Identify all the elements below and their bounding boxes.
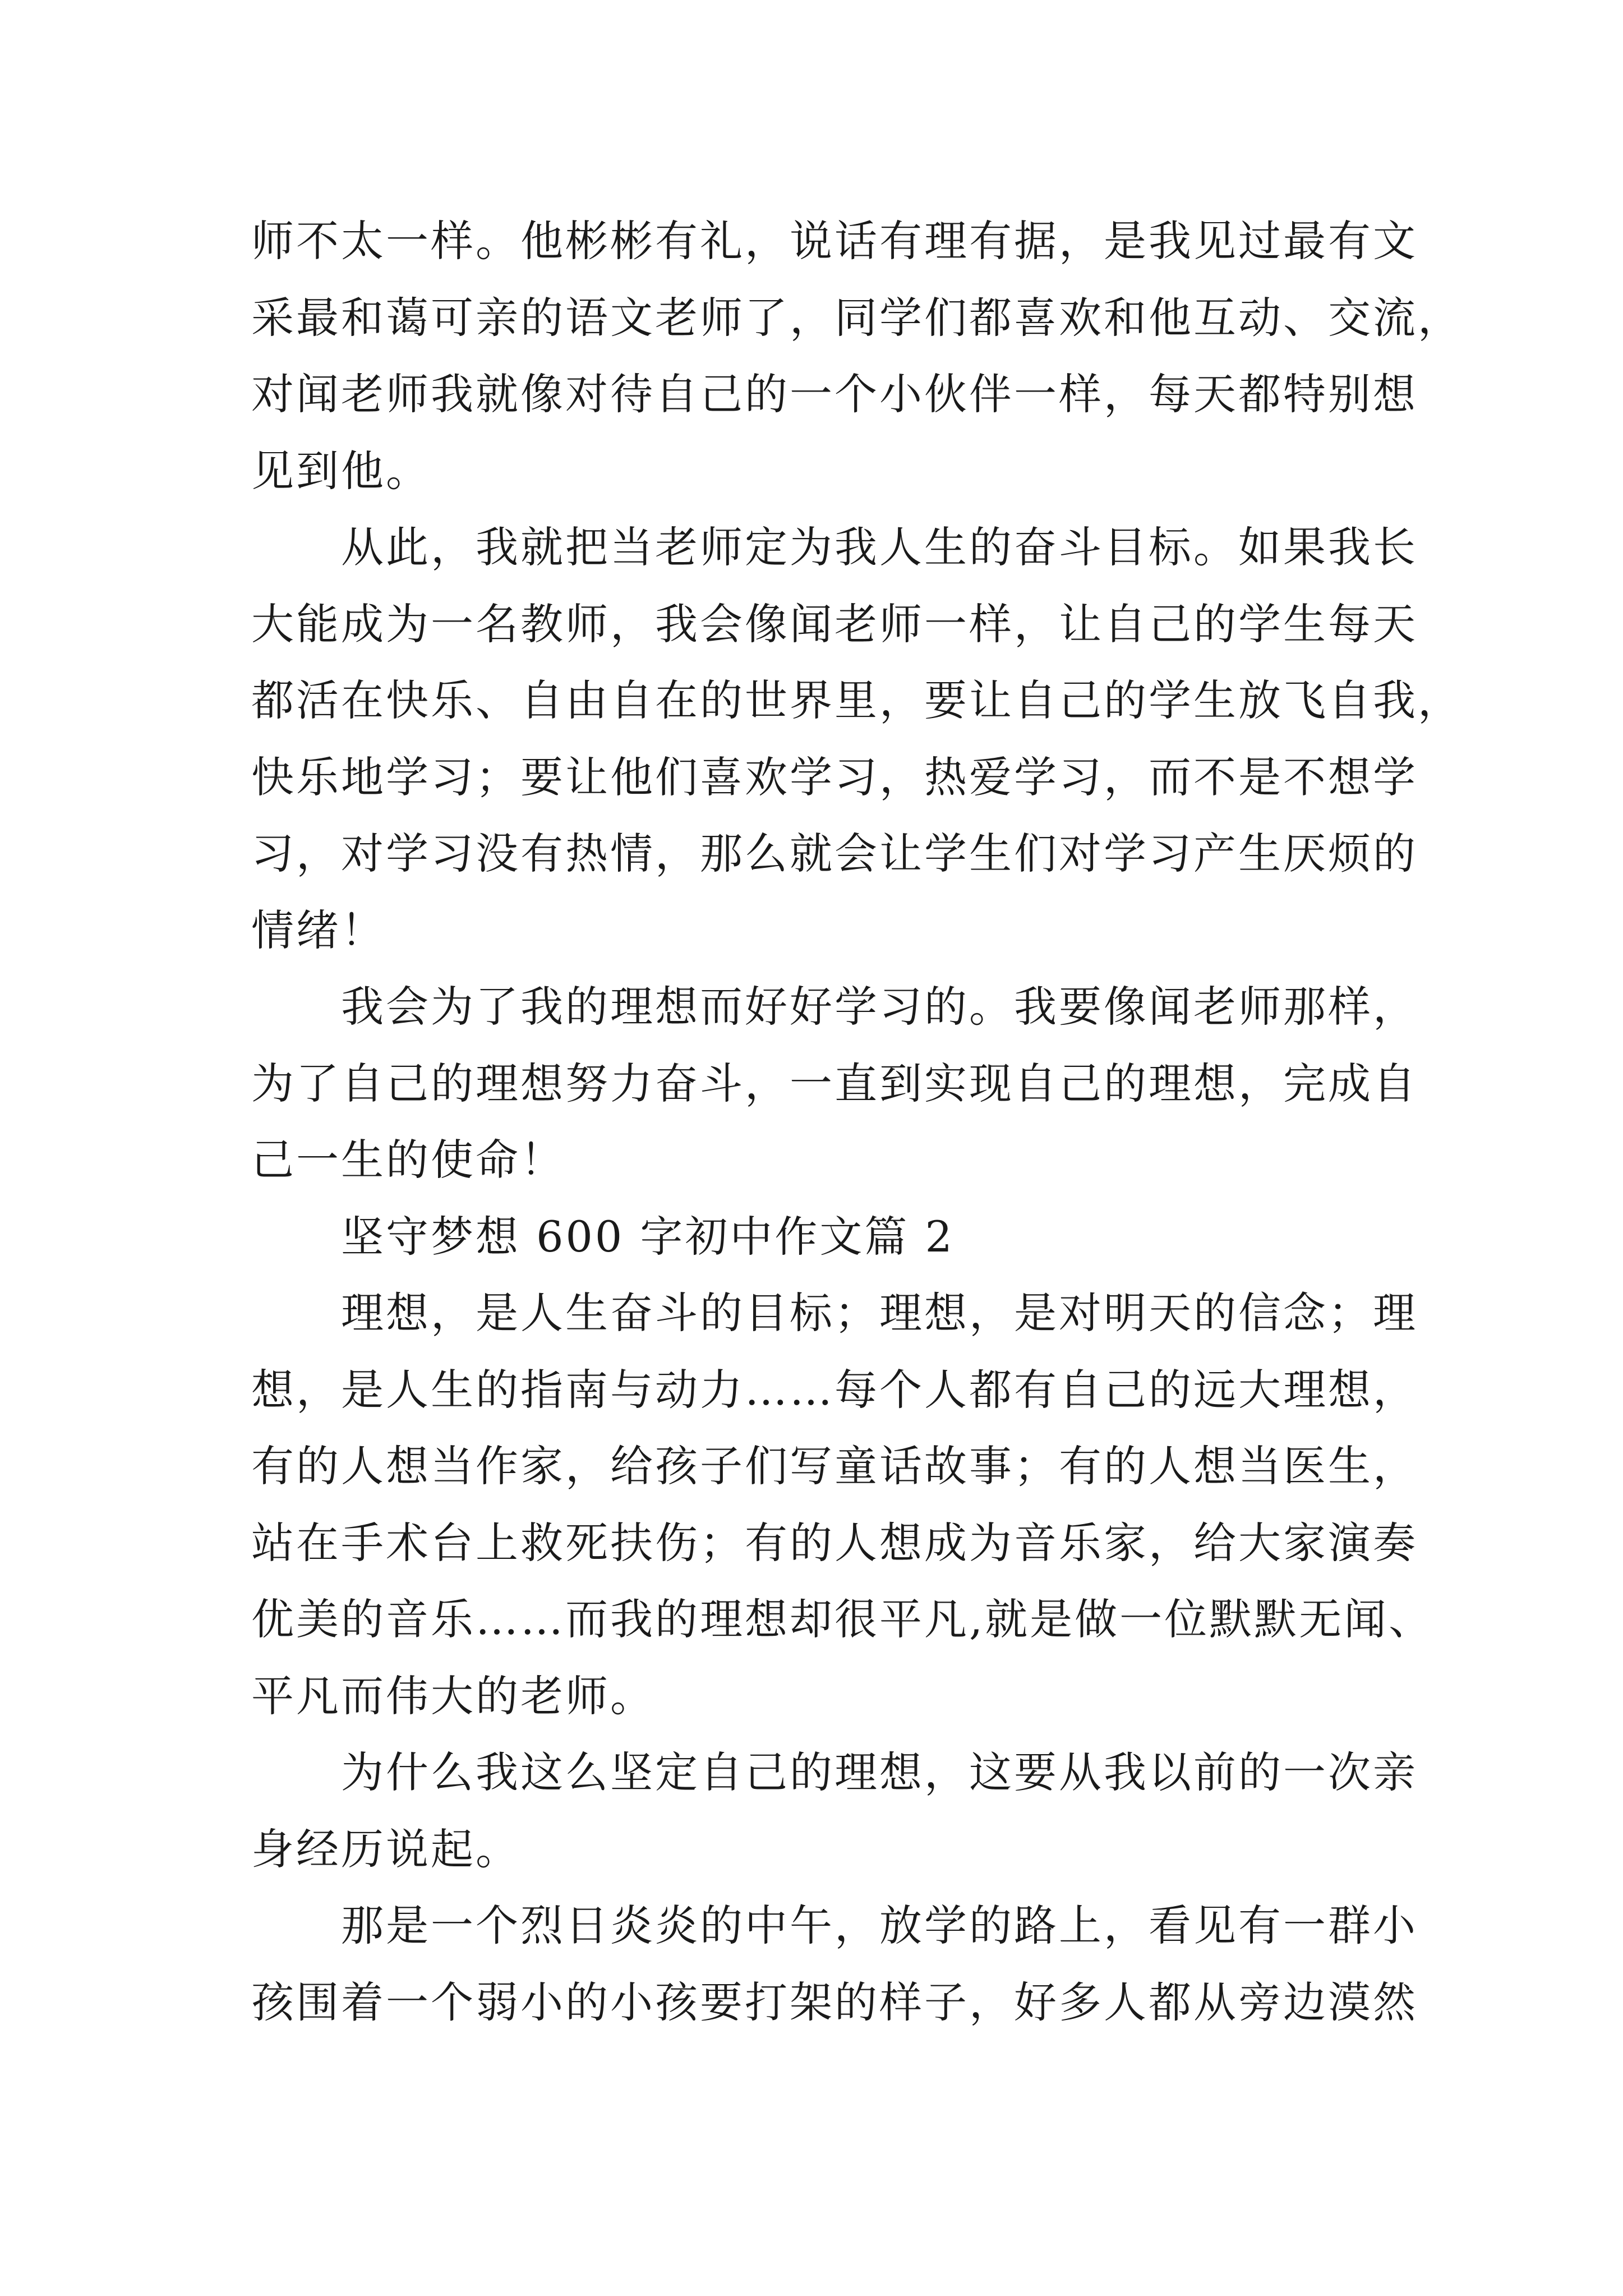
text-line: 情绪！ [251,905,386,955]
text-line: 大能成为一名教师，我会像闻老师一样，让自己的学生每天 [251,599,1418,649]
paragraph-start-line: 那是一个烈日炎炎的中午，放学的路上，看见有一群小 [341,1901,1418,1950]
text-line: 想，是人生的指南与动力……每个人都有自己的远大理想， [251,1364,1418,1415]
text-line: 师不太一样。他彬彬有礼，说话有理有据，是我见过最有文 [251,216,1418,266]
text-line: 都活在快乐、自由自在的世界里，要让自己的学生放飞自我， [251,675,1463,725]
text-line: 平凡而伟大的老师。 [251,1671,655,1721]
text-line: 对闻老师我就像对待自己的一个小伙伴一样，每天都特别想 [251,369,1418,419]
text-line: 快乐地学习；要让他们喜欢学习，热爱学习，而不是不想学 [251,752,1418,802]
text-line: 己一生的使命！ [251,1135,565,1185]
text-line: 有的人想当作家，给孩子们写童话故事；有的人想当医生， [251,1441,1418,1491]
text-line: 优美的音乐……而我的理想却很平凡,就是做一位默默无闻、 [251,1594,1434,1644]
document-body [251,203,1463,2041]
text-line: 见到他。 [251,445,431,496]
section-heading: 坚守梦想 600 字初中作文篇 2 [341,1211,955,1262]
text-line: 为了自己的理想努力奋斗，一直到实现自己的理想，完成自 [251,1058,1418,1108]
text-line: 习，对学习没有热情，那么就会让学生们对学习产生厌烦的 [251,829,1418,878]
paragraph-start-line: 从此，我就把当老师定为我人生的奋斗目标。如果我长 [341,522,1418,572]
text-line: 站在手术台上救死扶伤；有的人想成为音乐家，给大家演奏 [251,1517,1418,1568]
text-line: 采最和蔼可亲的语文老师了，同学们都喜欢和他互动、交流， [251,292,1463,343]
text-line: 身经历说起。 [251,1824,520,1874]
paragraph-start-line: 理想，是人生奋斗的目标；理想，是对明天的信念；理 [341,1288,1418,1338]
text-line: 孩围着一个弱小的小孩要打架的样子，好多人都从旁边漠然 [251,1977,1418,2027]
paragraph-start-line: 为什么我这么坚定自己的理想，这要从我以前的一次亲 [341,1747,1418,1797]
paragraph-start-line: 我会为了我的理想而好好学习的。我要像闻老师那样， [341,982,1418,1032]
